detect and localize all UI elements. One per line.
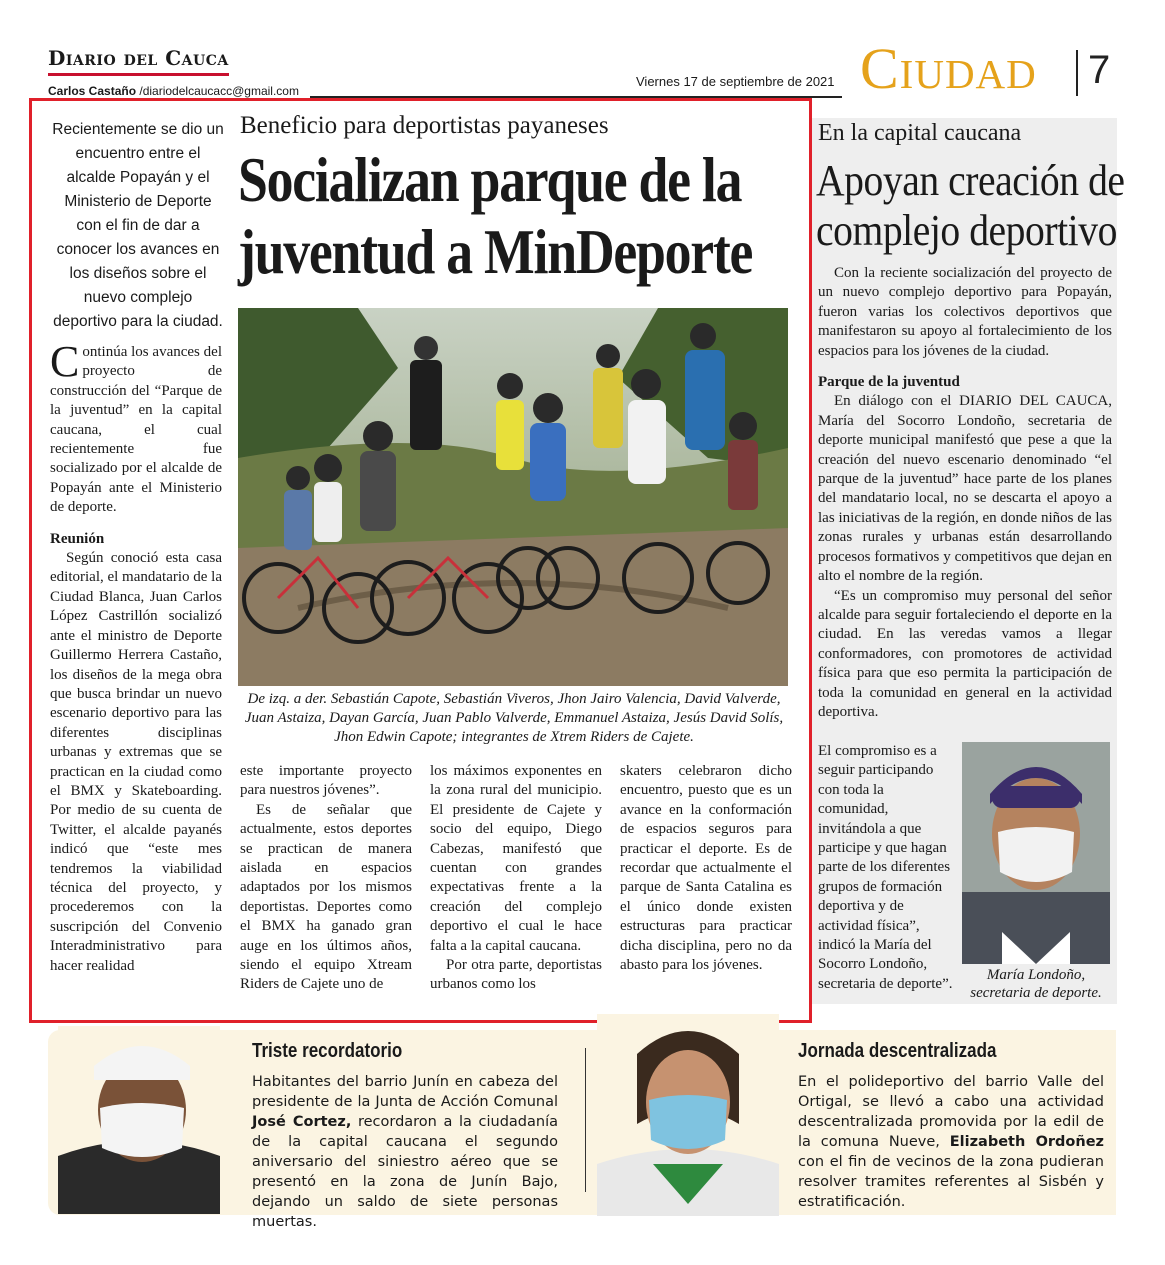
brief-text: Habitantes del barrio Junín en cabeza del presidente de la Junta de Acción Comunal (252, 1074, 558, 1110)
bmx-riders-photo (238, 308, 788, 686)
author-email: /diariodelcaucacc@gmail.com (139, 84, 299, 98)
newspaper-brand: Diario del Cauca (48, 46, 229, 70)
sidebar-body (818, 264, 1112, 722)
sidebar-kicker: En la capital caucana (818, 120, 1022, 146)
maria-londono-portrait (962, 742, 1110, 964)
headline-line-1: Socializan parque de la (238, 144, 742, 215)
briefs-divider (585, 1048, 586, 1192)
paragraph: skaters celebraron dicho encuentro, puesto que es un avance en la conformación de espacios seguros para practicar el deporte. Es de recordar que actualmente el parque de Santa Catalina es el único donde existen estructuras para practicar dicha disciplina, pero no da abasto para los jóvenes. (620, 763, 792, 974)
brief-highlight-name: Elizabeth Ordoñez (949, 1134, 1104, 1150)
main-story-lead: Recientemente se dio un encuentro entre el alcalde Popayán y el Ministerio de Deporte con el fin de dar a conocer los avances en los diseños sobre el nuevo complejo deportivo para la ciudad. (52, 121, 224, 330)
sidebar-body-continued (818, 742, 954, 994)
section-name: Ciudad (860, 36, 1037, 101)
paragraph (50, 337, 222, 518)
main-story-column-3 (430, 762, 602, 995)
sidebar-headline-line-1: Apoyan creación de (816, 156, 1125, 205)
paragraph: Con la reciente socialización del proyecto de un nuevo complejo deportivo para Popayán, fueron varias los colectivos deportivos que manifestaron su apoyo al fortalecimiento de los espacios para los jóvenes de la ciudad. (818, 265, 1112, 359)
main-story-column-1 (50, 337, 223, 976)
paragraph: este importante proyecto para nuestros jóvenes”. (240, 763, 412, 799)
brief-highlight-name: José Cortez, (252, 1114, 352, 1130)
portrait-caption-name: María Londoño, (986, 967, 1086, 983)
brief-text: En el polideportivo del barrio Valle del Ortigal, se llevó a cabo una actividad descentralizada promovida por la edil de la comuna Nueve, (798, 1074, 1104, 1150)
brief-title: Jornada descentralizada (798, 1040, 997, 1062)
portrait-illustration (962, 742, 1110, 964)
jose-cortez-photo (58, 1026, 220, 1214)
paragraph: El compromiso es a seguir participando con toda la comunidad, invitándola a que participe y que hagan parte de los diferentes grupos de formación deportiva y de actividad física”, indicó la María del Socorro Londoño, secretaria de deporte”. (818, 743, 953, 992)
subhead: Parque de la juventud (818, 374, 960, 391)
section-separator (1076, 50, 1078, 96)
portrait-caption-role: secretaria de deporte. (970, 985, 1102, 1001)
drop-cap: C (50, 337, 80, 386)
headline-line-2: juventud a MinDeporte (238, 216, 753, 287)
author-name: Carlos Castaño (48, 84, 137, 98)
bmx-riders-illustration (238, 308, 788, 686)
subhead: Reunión (50, 530, 105, 547)
main-story-column-2 (240, 762, 412, 995)
main-story-kicker: Beneficio para deportistas payaneses (240, 112, 609, 139)
brief-body (252, 1072, 558, 1232)
byline (48, 84, 299, 98)
brief-title: Triste recordatorio (252, 1040, 403, 1062)
portrait-caption (960, 966, 1112, 1002)
brief-text: con el fin de vecinos de la zona pudieran resolver tramites referentes al Sisbén y estratificación. (798, 1154, 1104, 1210)
brief-text: recordaron a la ciudadanía de la capital caucana el segundo aniversario del siniestro aéreo que se presentó en la zona de Junín Bajo, dejando un saldo de siete personas muertas. (252, 1114, 558, 1230)
sidebar-headline-line-2: complejo deportivo (816, 206, 1117, 255)
issue-date: Viernes 17 de septiembre de 2021 (636, 74, 835, 89)
paragraph: En diálogo con el DIARIO DEL CAUCA, María del Socorro Londoño, secretaria de deporte municipal manifestó que pese a que la creación del nuevo escenario denominado “el parque de la juventud” hace parte de los planes del mandatario local, no se descarta el apoyo a las iniciativas de la región, en donde niños de las zonas rurales y urbanas están desarrollando procesos formativos y competitivos que dejan en alto el nombre de la región. (818, 393, 1112, 585)
paragraph: los máximos exponentes en la zona rural del municipio. El presidente de Cajete y socio del equipo, Diego Cabezas, manifestó que cuentan con grandes expectativas frente a la creación del complejo deportivo el cual le hace falta a la capital caucana. (430, 763, 602, 954)
elizabeth-ordonez-photo (597, 1014, 779, 1216)
brief-photo-illustration (597, 1014, 779, 1216)
brief-body (798, 1072, 1104, 1212)
main-story-column-4 (620, 762, 792, 975)
sidebar-headline (816, 156, 1125, 256)
brief-photo-illustration (58, 1026, 220, 1214)
page-number: 7 (1088, 48, 1111, 92)
paragraph: “Es un compromiso muy personal del señor alcalde para seguir fortaleciendo el deporte en la ciudad. En las veredas vamos a llegar conformadores, con promotores de actividad física para que eso permita la participación de toda la comunidad en general en la actividad deportiva. (818, 587, 1112, 720)
main-story-headline (238, 144, 753, 288)
paragraph-text: ontinúa los avances del proyecto de construcción del “Parque de la juventud” en la capital caucana, el cual recientemente fue socializado por el alcalde de Popayán ante el Ministerio de deporte. (50, 344, 222, 516)
photo-caption: De izq. a der. Sebastián Capote, Sebastián Viveros, Jhon Jairo Valencia, David Valverde, Juan Astaiza, Dayan García, Juan Pablo Valverde, Emmanuel Astaiza, Jesús David Solís, Jhon Edwin Capote; integrantes de Xtrem Riders de Cajete. (244, 691, 784, 745)
paragraph: Por otra parte, deportistas urbanos como los (430, 957, 602, 993)
paragraph: Según conoció esta casa editorial, el mandatario de la Ciudad Blanca, Juan Carlos López Castrillón socializó ante el ministro de Deporte Guillermo Herrera Castaño, los diseños de la mega obra que busca brindar un nuevo escenario deportivo para las diferentes disciplinas urbanas y extremas que se practican en la ciudad como el BMX y Skateboarding. Por medio de su cuenta de Twitter, el alcalde payanés indicó que “este mes tendremos la viabilidad técnica del proyecto, y procederemos con la suscripción del Convenio Interadministrativo para hacer realidad (50, 550, 223, 974)
paragraph: Es de señalar que actualmente, estos deportes se practican de manera aislada en espacios adaptados por los mismos deportistas. Deportes como el BMX ha ganado gran auge en los últimos años, siendo el equipo Xtream Riders de Cajete uno de (240, 801, 412, 993)
